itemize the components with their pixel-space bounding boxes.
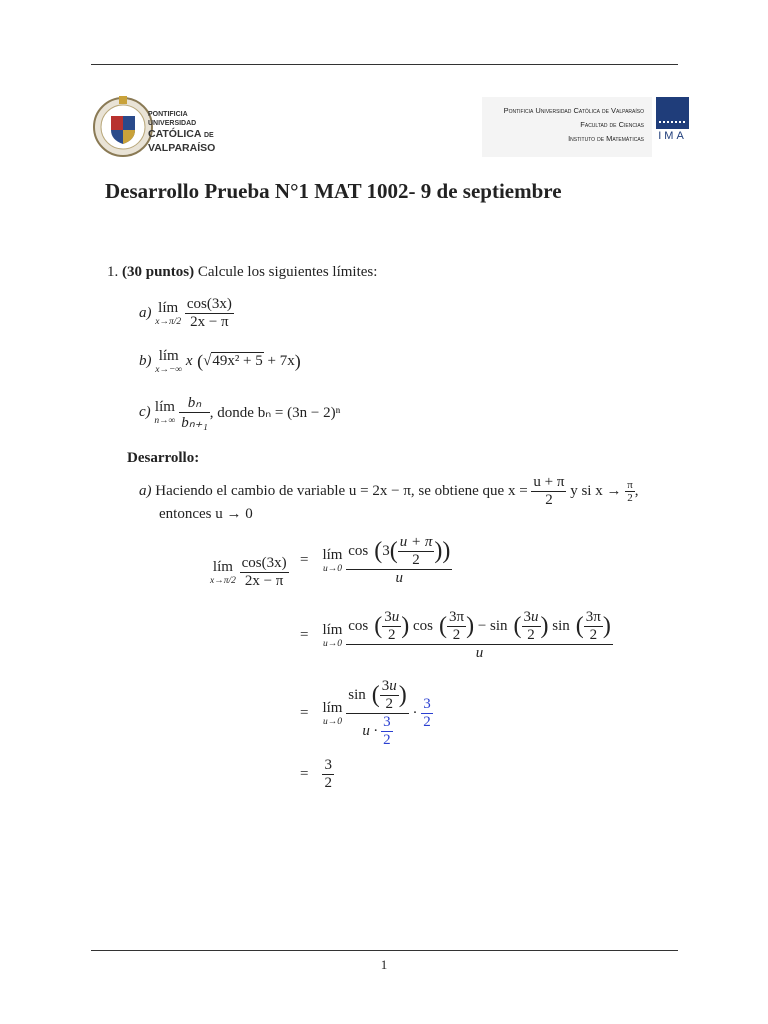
lim-word: lím [322,622,343,639]
problem-text: Calcule los siguientes límites: [197,264,378,280]
lhs-den: 2x − π [244,573,284,589]
frac-num: bₙ [187,395,202,411]
solution-item-label: a) [139,483,152,499]
radicand: 49x² + 5 [212,353,263,370]
intro-text-1: Haciendo el cambio de variable u = 2x − π, se obtiene que x = [155,483,528,499]
page-title: Desarrollo Prueba N°1 MAT 1002- 9 de septiembre [105,179,562,203]
ima-logo [656,97,689,147]
equals-sign: = [300,627,309,643]
lim-sub-u: u→0 [322,638,342,649]
lim-word: lím [154,399,175,416]
intro-pi-den: 2 [627,492,633,504]
problem-number: 1. [107,264,119,280]
lhs-num: cos(3x) [241,555,287,571]
derivation-step1: = lím u→0 cos ( 3 ( $\frac{u + \pi}{2}$ )) u [300,534,451,586]
problem-points: (30 puntos) [122,264,195,280]
lim-word: lím [212,559,233,576]
equals-sign: = [300,552,309,568]
bottom-rule [91,950,678,951]
item-a-label: a) [139,305,152,321]
lim-sub-u: u→0 [322,563,342,574]
frac-den: 2x − π [190,314,229,330]
lim-sub-x: x→π/2 [210,575,236,586]
intro-frac-num: u + π [533,474,565,490]
intro-pi-num: π [627,479,633,491]
step3-den-u: u · [362,723,378,739]
pucv-line3a: CATÓLICA [148,128,202,140]
step1-den: u [395,570,404,586]
item-b-label: b) [139,352,152,369]
institute-line2: Facultad de Ciencias [580,120,644,129]
pucv-line1: PONTIFICIA [148,111,188,118]
result-den: 2 [324,775,332,791]
pucv-line3b: DE [204,132,214,139]
top-rule [91,64,678,65]
problem-statement [107,264,377,281]
institute-line3: Instituto de Matemáticas [568,134,644,143]
solution-intro [139,474,639,509]
expr-x: x [185,352,193,369]
lim-sub: x→−∞ [155,364,183,375]
item-c-label: c) [139,404,151,420]
blue-mult-den: 2 [423,714,431,730]
ima-text: IMA [658,130,687,142]
pucv-line2: UNIVERSIDAD [148,120,197,127]
intro-text-2: y si x → [570,483,622,499]
lim-word: lím [322,547,343,564]
blue-mult-num: 3 [423,696,431,712]
blue-factor-num: 3 [383,714,391,730]
intro-line2: entonces u → 0 [159,506,253,522]
lim-word: lím [158,348,179,364]
item-b: b) lím x→−∞ x ( √ 49x² + 5 + 7x ) [139,348,301,375]
derivation-lhs [210,555,289,590]
step3-sin: sin [348,687,366,703]
pucv-seal-icon [92,92,154,158]
pucv-line4: VALPARAÍSO [148,142,216,154]
step2-den: u [475,645,484,661]
intro-text-3: , [634,483,639,499]
frac-den: bₙ₊₁ [181,415,208,431]
lim-sub: x→π/2 [155,316,182,327]
equals-sign: = [300,766,309,782]
lim-sub: n→∞ [154,415,176,426]
item-c-tail: , donde bₙ = (3n − 2)ⁿ [209,405,341,421]
expr-tail: + 7x [267,352,295,369]
derivation-result [300,757,334,792]
solution-heading: Desarrollo: [127,450,200,466]
item-c [139,393,340,432]
lim-word: lím [158,300,179,317]
pucv-logo [92,92,217,158]
intro-frac-den: 2 [545,492,553,508]
derivation-step3: = lím u→0 sin ( $\frac{3u}{2}$ ) u · $\frac{3}{2}$ · $\frac{3}{2}$ [300,678,431,748]
equals-sign: = [300,705,309,721]
derivation-step2: = lím u→0 cos ( $\frac{3u}{2}$ ) cos ( $\frac{3\pi}{2}$ ) − sin ( $\frac{3u}{2}$ ) sin ( $\frac{3\pi}{2}$ ) u [300,609,611,661]
lim-word: lím [322,700,343,717]
lim-sub-u: u→0 [322,716,342,727]
item-a [139,296,234,331]
blue-factor-den: 2 [383,732,391,748]
institute-line1: Pontificia Universidad Católica de Valparaíso [503,106,644,115]
frac-num: cos(3x) [186,296,232,312]
page-number: 1 [380,957,388,972]
result-num: 3 [324,757,332,773]
